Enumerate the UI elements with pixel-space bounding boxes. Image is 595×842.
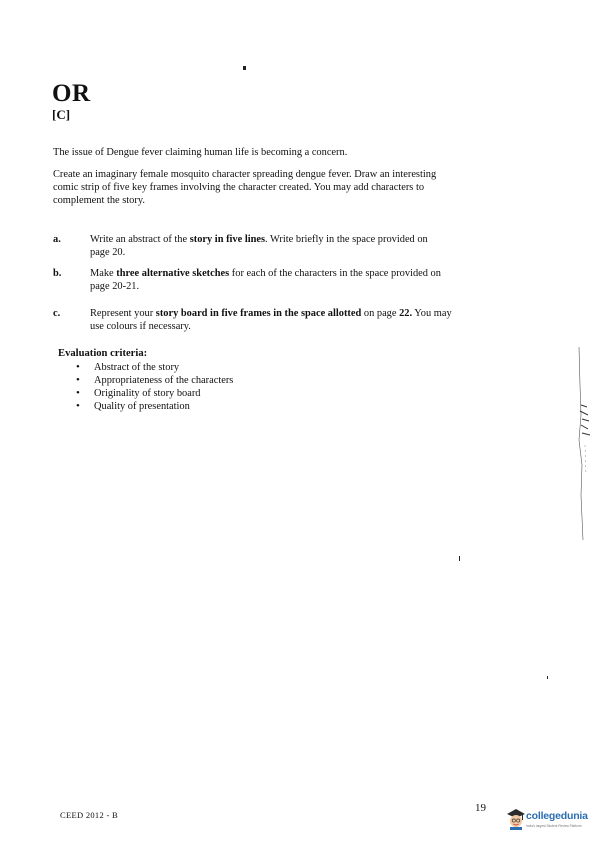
item-text <box>90 307 490 333</box>
heading-or: OR <box>52 80 91 107</box>
item-text-run: . Write briefly in the space provided on <box>265 234 428 245</box>
item-text-emphasis: 22. <box>399 308 413 319</box>
collegedunia-logo <box>506 806 592 836</box>
item-text-run: Write an abstract of the <box>90 234 190 245</box>
criteria-item: • Originality of story board <box>76 387 233 400</box>
margin-scribble <box>573 345 593 545</box>
item-text-run: Represent your <box>90 308 156 319</box>
criteria-item: • Abstract of the story <box>76 361 233 374</box>
scan-speck <box>547 676 548 679</box>
item-text-line2: use colours if necessary. <box>90 321 191 332</box>
criteria-item: • Appropriateness of the characters <box>76 374 233 387</box>
item-text-line2: page 20. <box>90 247 126 258</box>
item-letter: b. <box>53 268 62 279</box>
item-text-run: on page <box>361 308 400 319</box>
scan-speck <box>243 66 246 70</box>
task-line: complement the story. <box>53 195 145 206</box>
criteria-item: • Quality of presentation <box>76 400 233 413</box>
item-text-emphasis: three alternative sketches <box>116 268 230 279</box>
section-label: [C] <box>52 107 71 122</box>
task-line: comic strip of five key frames involving the character created. You may add characters to <box>53 182 425 193</box>
intro-paragraph: The issue of Dengue fever claiming human life is becoming a concern. <box>53 147 348 158</box>
item-text <box>90 267 490 293</box>
logo-wordmark: collegedunia <box>526 810 588 822</box>
evaluation-criteria-list <box>76 361 233 413</box>
page-number: 19 <box>475 802 486 814</box>
item-text-run: Make <box>90 268 117 279</box>
item-letter: c. <box>53 308 61 319</box>
item-letter: a. <box>53 234 61 245</box>
exam-code: CEED 2012 - B <box>60 810 118 820</box>
task-paragraph <box>53 168 483 207</box>
evaluation-title: Evaluation criteria: <box>58 348 148 359</box>
item-text-emphasis: story in five lines <box>189 234 266 245</box>
graduate-mascot-icon <box>506 808 526 830</box>
item-text-emphasis: story board in five frames in the space allotted <box>155 308 362 319</box>
item-text-run: for each of the characters in the space provided on <box>229 268 441 279</box>
task-line: Create an imaginary female mosquito character spreading dengue fever. Draw an interesting <box>53 169 437 180</box>
item-text-line2: page 20-21. <box>90 281 140 292</box>
logo-tagline: India's largest Student Review Platform <box>526 824 582 828</box>
item-text <box>90 233 490 259</box>
item-text-run: You may <box>412 308 452 319</box>
scan-speck <box>459 556 460 561</box>
